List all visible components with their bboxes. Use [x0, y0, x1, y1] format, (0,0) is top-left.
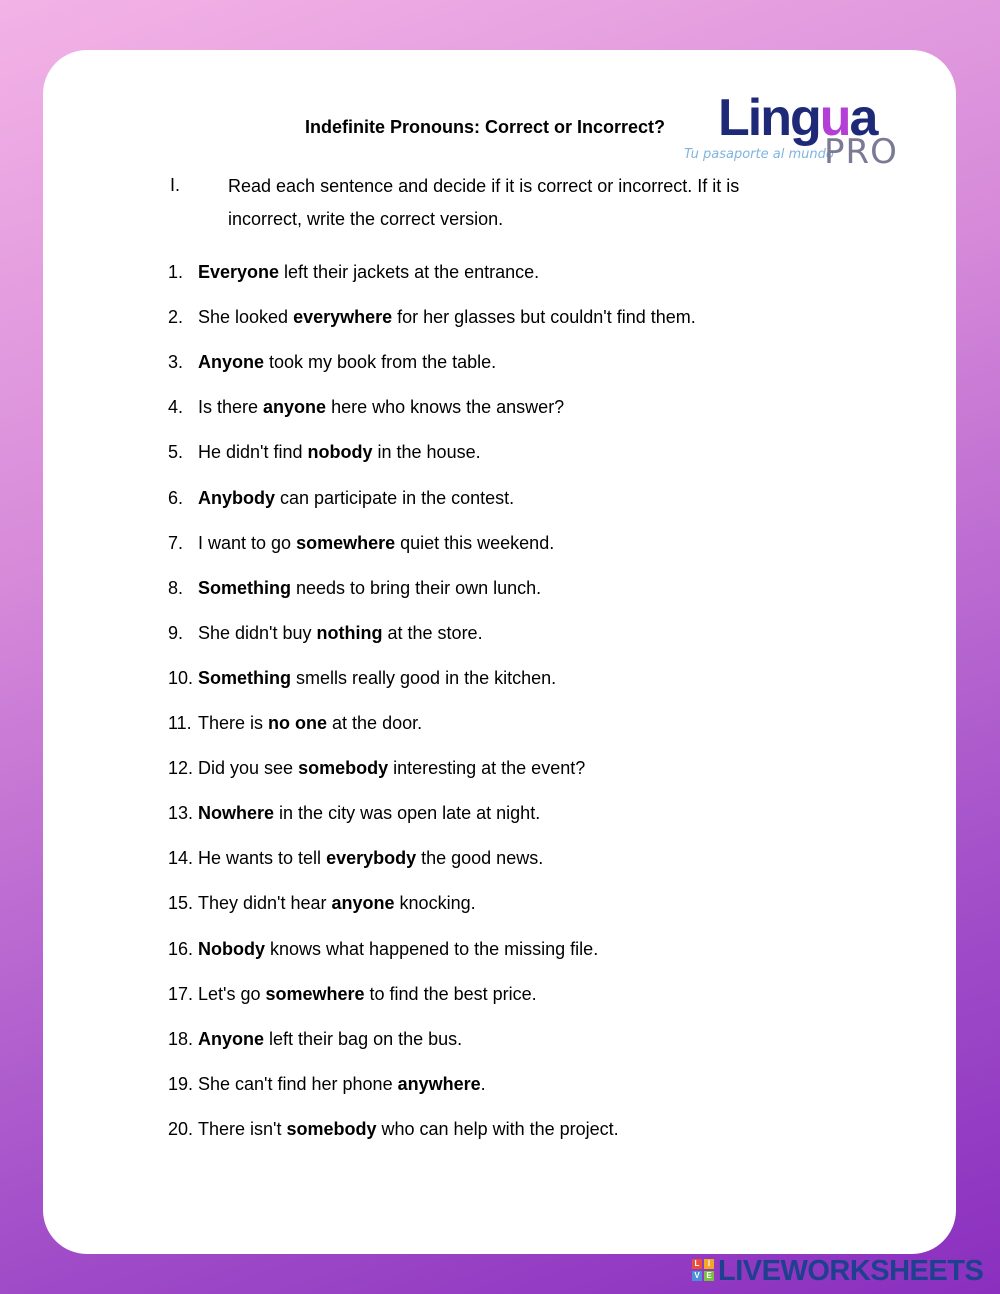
- item-number: 13.: [168, 803, 194, 824]
- item-sentence: [198, 1074, 486, 1095]
- list-item: [0, 893, 1000, 923]
- item-sentence: [198, 713, 422, 734]
- item-sentence: [198, 1029, 462, 1050]
- sentence-pronoun: somebody: [286, 1118, 377, 1139]
- sentence-pronoun: anyone: [331, 893, 395, 914]
- item-number: 4.: [168, 397, 184, 418]
- item-sentence: [198, 623, 483, 644]
- list-item: [0, 578, 1000, 608]
- list-item: [0, 623, 1000, 653]
- item-number: 18.: [168, 1028, 194, 1049]
- item-number: 9.: [168, 622, 184, 643]
- liveworksheets-brand: LIVEWORKSHEETS: [718, 1255, 984, 1287]
- sentence-after: smells really good in the kitchen.: [291, 667, 557, 688]
- sentence-pronoun: Everyone: [198, 262, 280, 282]
- list-item: [0, 984, 1000, 1014]
- list-item: [0, 352, 1000, 382]
- list-item: [0, 1029, 1000, 1059]
- sentence-pronoun: Nowhere: [198, 803, 275, 824]
- item-number: 20.: [168, 1118, 194, 1139]
- item-sentence: [198, 848, 543, 869]
- item-sentence: [198, 397, 564, 418]
- mark-letter: I: [704, 1259, 714, 1269]
- sentence-after: quiet this weekend.: [395, 532, 555, 553]
- sentence-after: for her glasses but couldn't find them.: [392, 307, 696, 328]
- item-sentence: [198, 578, 541, 599]
- liveworksheets-footer: [690, 1254, 990, 1288]
- item-number: 6.: [168, 487, 184, 508]
- sentence-before: He didn't find: [198, 442, 308, 463]
- item-sentence: [198, 984, 537, 1005]
- sentence-after: needs to bring their own lunch.: [291, 577, 542, 598]
- sentence-before: She didn't buy: [198, 622, 317, 643]
- item-number: 5.: [168, 442, 184, 463]
- sentence-pronoun: everywhere: [293, 307, 393, 328]
- sentence-after: left their bag on the bus.: [264, 1028, 463, 1049]
- sentence-after: can participate in the contest.: [275, 487, 515, 508]
- item-sentence: [198, 488, 514, 509]
- sentence-before: There is: [198, 713, 269, 733]
- item-number: 16.: [168, 938, 194, 959]
- list-item: [0, 1119, 1000, 1149]
- item-number: 14.: [168, 848, 194, 869]
- item-number: 17.: [168, 983, 194, 1004]
- sentence-after: knocking.: [394, 893, 476, 914]
- sentence-pronoun: no one: [268, 713, 328, 733]
- sentence-before: Is there: [198, 397, 264, 418]
- sentence-pronoun: Something: [198, 667, 291, 688]
- sentence-before: She can't find her phone: [198, 1073, 398, 1094]
- item-number: 15.: [168, 893, 194, 914]
- worksheet-title: Indefinite Pronouns: Correct or Incorrect?: [305, 117, 666, 137]
- item-sentence: [198, 533, 554, 554]
- liveworksheets-mark-icon: [692, 1259, 714, 1281]
- sentence-after: to find the best price.: [364, 983, 537, 1004]
- sentence-after: in the house.: [372, 442, 481, 463]
- item-number: 2.: [168, 307, 184, 328]
- mark-letter: V: [692, 1271, 702, 1281]
- linguapro-logo: [684, 89, 904, 172]
- sentence-pronoun: Anyone: [198, 352, 265, 373]
- logo-word-start: Ling: [718, 89, 820, 147]
- sentence-after: here who knows the answer?: [326, 397, 565, 418]
- sentence-pronoun: anywhere: [397, 1073, 481, 1094]
- instruction-text: Read each sentence and decide if it is correct or incorrect. If it is incorrect, write the correct version.: [228, 176, 740, 229]
- item-number: 8.: [168, 577, 184, 598]
- item-number: 7.: [168, 532, 184, 553]
- instruction-number: I.: [170, 175, 181, 195]
- item-sentence: [198, 442, 481, 463]
- list-item: [0, 713, 1000, 743]
- logo-tagline: Tu pasaporte al mundo: [684, 147, 834, 162]
- sentence-pronoun: somebody: [298, 758, 389, 779]
- item-number: 10.: [168, 667, 194, 688]
- item-sentence: [198, 262, 539, 283]
- item-sentence: [198, 307, 696, 328]
- sentence-after: interesting at the event?: [388, 758, 586, 779]
- item-sentence: [198, 803, 540, 824]
- logo-pro: PRO: [824, 132, 898, 172]
- item-number: 19.: [168, 1073, 194, 1094]
- sentence-before: She looked: [198, 307, 294, 328]
- sentence-pronoun: nobody: [307, 442, 373, 463]
- list-item: [0, 488, 1000, 518]
- sentence-after: .: [480, 1073, 486, 1094]
- list-item: [0, 442, 1000, 472]
- sentence-after: took my book from the table.: [264, 352, 497, 373]
- list-item: [0, 533, 1000, 563]
- sentence-pronoun: everybody: [326, 848, 417, 869]
- sentence-after: the good news.: [416, 848, 544, 869]
- sentence-before: He wants to tell: [198, 848, 327, 869]
- item-number: 12.: [168, 758, 194, 779]
- sentence-pronoun: somewhere: [265, 983, 365, 1004]
- sentence-before: Let's go: [198, 983, 266, 1004]
- logo-word-u: u: [819, 89, 850, 147]
- list-item: [0, 803, 1000, 833]
- list-item: [0, 397, 1000, 427]
- item-number: 11.: [168, 713, 192, 733]
- sentence-pronoun: Something: [198, 577, 291, 598]
- list-item: [0, 307, 1000, 337]
- sentence-after: knows what happened to the missing file.: [265, 938, 599, 959]
- sentence-pronoun: Nobody: [198, 938, 265, 959]
- sentence-before: I want to go: [198, 532, 297, 553]
- mark-letter: E: [704, 1271, 714, 1281]
- sentence-after: at the door.: [327, 713, 423, 733]
- sentence-pronoun: nothing: [316, 622, 383, 643]
- sentence-pronoun: anyone: [263, 397, 327, 418]
- item-number: 1.: [168, 262, 184, 282]
- logo-word-end: a: [849, 89, 877, 147]
- list-item: [0, 262, 1000, 292]
- sentence-before: They didn't hear: [198, 893, 332, 914]
- item-sentence: [198, 1119, 619, 1140]
- item-sentence: [198, 668, 556, 689]
- item-sentence: [198, 939, 598, 960]
- sentence-after: at the store.: [382, 622, 483, 643]
- item-sentence: [198, 352, 496, 373]
- sentence-after: left their jackets at the entrance.: [279, 262, 540, 282]
- sentence-before: There isn't: [198, 1118, 287, 1139]
- list-item: [0, 1074, 1000, 1104]
- list-item: [0, 758, 1000, 788]
- list-item: [0, 668, 1000, 698]
- sentence-pronoun: Anyone: [198, 1028, 265, 1049]
- sentence-pronoun: somewhere: [296, 532, 396, 553]
- sentence-after: who can help with the project.: [376, 1118, 619, 1139]
- item-number: 3.: [168, 352, 184, 373]
- item-sentence: [198, 758, 585, 779]
- sentence-pronoun: Anybody: [198, 487, 276, 508]
- sentence-before: Did you see: [198, 758, 299, 779]
- list-item: [0, 848, 1000, 878]
- mark-letter: L: [692, 1259, 702, 1269]
- list-item: [0, 939, 1000, 969]
- sentence-after: in the city was open late at night.: [274, 803, 541, 824]
- item-sentence: [198, 893, 476, 914]
